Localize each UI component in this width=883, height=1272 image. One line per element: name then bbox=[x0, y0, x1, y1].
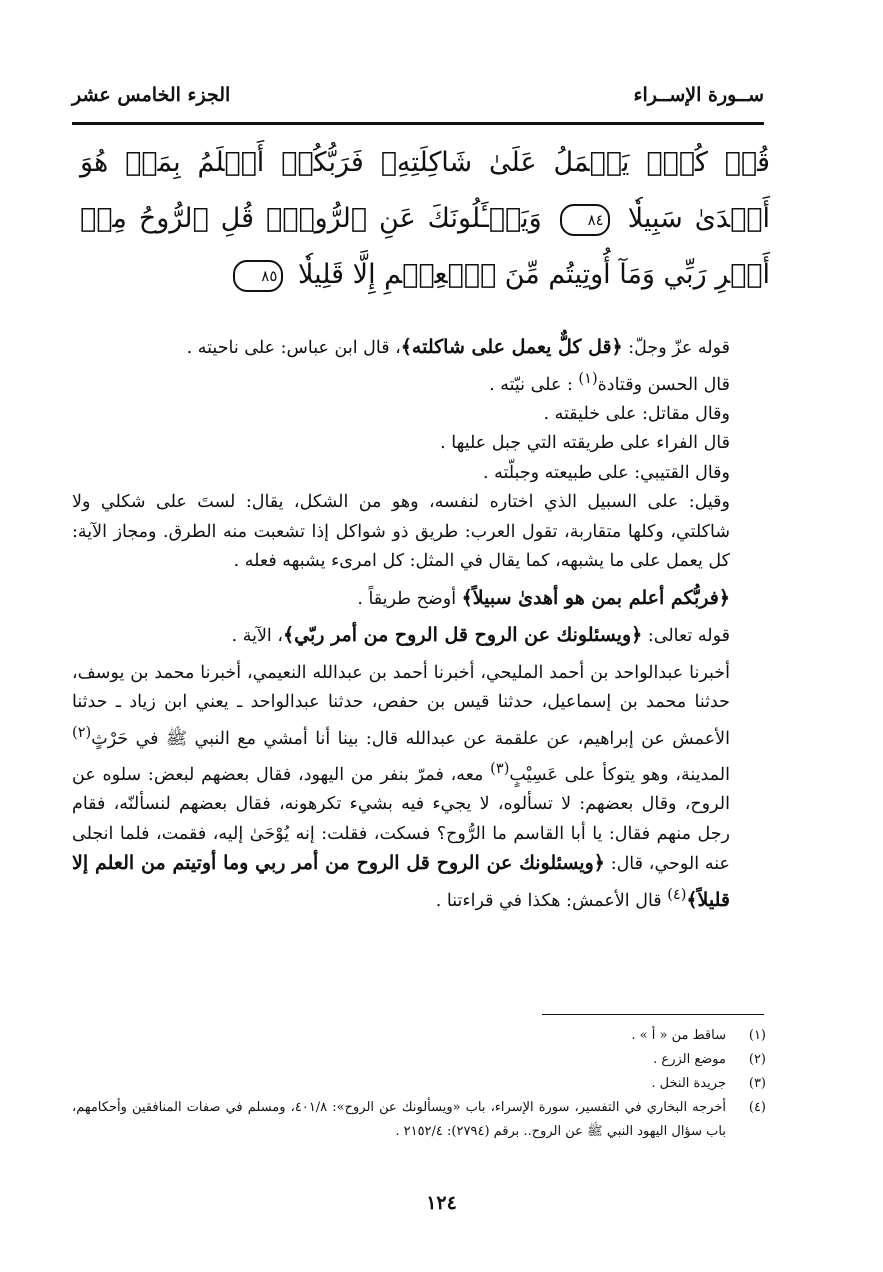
surah-title: ســورة الإســراء bbox=[633, 84, 764, 106]
ayah-85-marker: ٨٥ bbox=[233, 260, 283, 292]
running-header bbox=[72, 82, 764, 118]
paragraph-8 bbox=[72, 621, 766, 652]
footnote-text: ساقط من « أ » . bbox=[631, 1028, 726, 1043]
p9-text-1: أخبرنا عبدالواحد بن أحمد المليحي، أخبرنا أحمد بن عبدالله النعيمي، أخبرنا محمد بن يوسف، حدثنا محمد بن إسماعيل، حدثنا قيس بن حفص، حدثنا عبدالواحد ـ يعني ابن زياد ـ حدثنا الأعمش عن إبراهيم، عن علقمة عن عبدالله قال: بينا أنا أمشي مع النبي ﷺ في حَرْثٍ bbox=[72, 662, 730, 749]
juz-title: الجزء الخامس عشر bbox=[72, 84, 231, 106]
paragraph-1 bbox=[72, 333, 766, 364]
p8-text: ، الآية . bbox=[231, 626, 284, 647]
footnote-item bbox=[72, 1096, 766, 1144]
paragraph-5: وقال القتيبي: على طبيعته وجبلّته . bbox=[482, 462, 730, 483]
footnote-number: (٢) bbox=[748, 1052, 766, 1067]
footnote-item bbox=[72, 1072, 766, 1096]
p7-text: أوضح طريقاً . bbox=[357, 588, 462, 609]
footnote-text: موضع الزرع . bbox=[653, 1052, 726, 1067]
p2-text: قال الحسن وقتادة bbox=[597, 374, 730, 395]
ayah-85-text: وَيَسۡـَٔلُونَكَ عَنِ ٱلرُّوحِۖ قُلِ ٱلرُّوحُ مِنۡ أَمۡرِ رَبِّي وَمَآ أُوتِيتُم مِّنَ ٱلۡعِلۡمِ إِلَّا قَلِيلٗا bbox=[80, 203, 770, 290]
p9-text-3: معه، فمرّ بنفر من اليهود، فقال بعضهم لبعض: سلوه عن الروح، وقال بعضهم: لا تسألوه، لا يجيء فيه بشيء تكرهونه، فقال بعضهم لنسألنّه، فقام رجل منهم فقال: يا أبا القاسم ما الرُّوح؟ فسكت، فقلت: إنه يُوْحَىٰ إليه، فقمت، فلما انجلى عنه الوحي، قال: bbox=[72, 764, 730, 875]
footnote-item bbox=[72, 1048, 766, 1072]
paragraph-4: قال الفراء على طريقته التي جبل عليها . bbox=[440, 433, 730, 454]
ayah-84-text: قُلۡ كُلّٞ يَعۡمَلُ عَلَىٰ شَاكِلَتِهِۦ فَرَبُّكُمۡ أَعۡلَمُ بِمَنۡ هُوَ أَهۡدَىٰ سَبِيلٗا bbox=[80, 147, 770, 234]
p2-text-end: : على نيّته . bbox=[489, 374, 579, 395]
p9-quote: ﴿ويسئلونك عن الروح قل الروح من أمر ربي وما أوتيتم من العلم إلا قليلاً﴾ bbox=[72, 852, 730, 911]
paragraph-2 bbox=[72, 364, 766, 400]
footnote-item bbox=[72, 1024, 766, 1048]
footnote-number: (١) bbox=[748, 1028, 766, 1043]
footnote-number: (٣) bbox=[748, 1076, 766, 1091]
footnote-ref-4[interactable]: (٤) bbox=[667, 885, 687, 903]
paragraph-6: وقيل: على السبيل الذي اختاره لنفسه، وهو من الشكل، يقال: لستَ على شكلي ولا شاكلتي، وكلها متقاربة، تقول العرب: طريق ذو شواكل إذا تشعبت منه الطرق. ومجاز الآية: كل يعمل على ما يشبهه، كما يقال في المثل: كل امرىء يشبهه فعله . bbox=[72, 492, 730, 572]
commentary-body bbox=[72, 333, 766, 916]
paragraph-3: وقال مقاتل: على خليقته . bbox=[543, 403, 730, 424]
footnote-text: جريدة النخل . bbox=[651, 1076, 726, 1091]
p1-quote: ﴿قل كلٌّ يعمل على شاكلته﴾ bbox=[400, 336, 623, 358]
footnotes bbox=[72, 1024, 766, 1144]
p9-text-4: قال الأعمش: هكذا في قراءتنا . bbox=[435, 890, 668, 911]
footnote-text: أخرجه البخاري في التفسير، سورة الإسراء، باب «ويسألونك عن الروح»: ٤٠١/٨، ومسلم في صفات المنافقين وأحكامهم، باب سؤال اليهود النبي ﷺ عن الروح.. برقم (٢٧٩٤): ٢١٥٢/٤ . bbox=[72, 1100, 726, 1139]
footnote-number: (٤) bbox=[748, 1100, 766, 1115]
paragraph-7 bbox=[72, 584, 766, 615]
p8-quote: ﴿ويسئلونك عن الروح قل الروح من أمر ربّي﴾ bbox=[283, 624, 643, 647]
p1-text: ، قال ابن عباس: على ناحيته . bbox=[186, 338, 401, 358]
p7-quote: ﴿فربُّكم أعلم بمن هو أهدىٰ سبيلاً﴾ bbox=[461, 586, 730, 609]
quran-verses bbox=[80, 135, 770, 303]
page-number: ١٢٤ bbox=[426, 1192, 457, 1214]
p9-text-2: المدينة، وهو يتوكأ على عَسِيْبٍ bbox=[509, 764, 730, 785]
ayah-84-marker: ٨٤ bbox=[560, 204, 610, 236]
p1-intro: قوله عزّ وجلّ: bbox=[622, 338, 730, 358]
paragraph-9-hadith bbox=[72, 659, 766, 916]
p8-intro: قوله تعالى: bbox=[642, 626, 730, 647]
footnote-rule bbox=[542, 1014, 764, 1015]
footnote-ref-2[interactable]: (٢) bbox=[72, 723, 92, 741]
footnote-ref-1[interactable]: (١) bbox=[578, 369, 598, 387]
footnote-ref-3[interactable]: (٣) bbox=[490, 760, 510, 778]
header-rule bbox=[72, 122, 764, 125]
